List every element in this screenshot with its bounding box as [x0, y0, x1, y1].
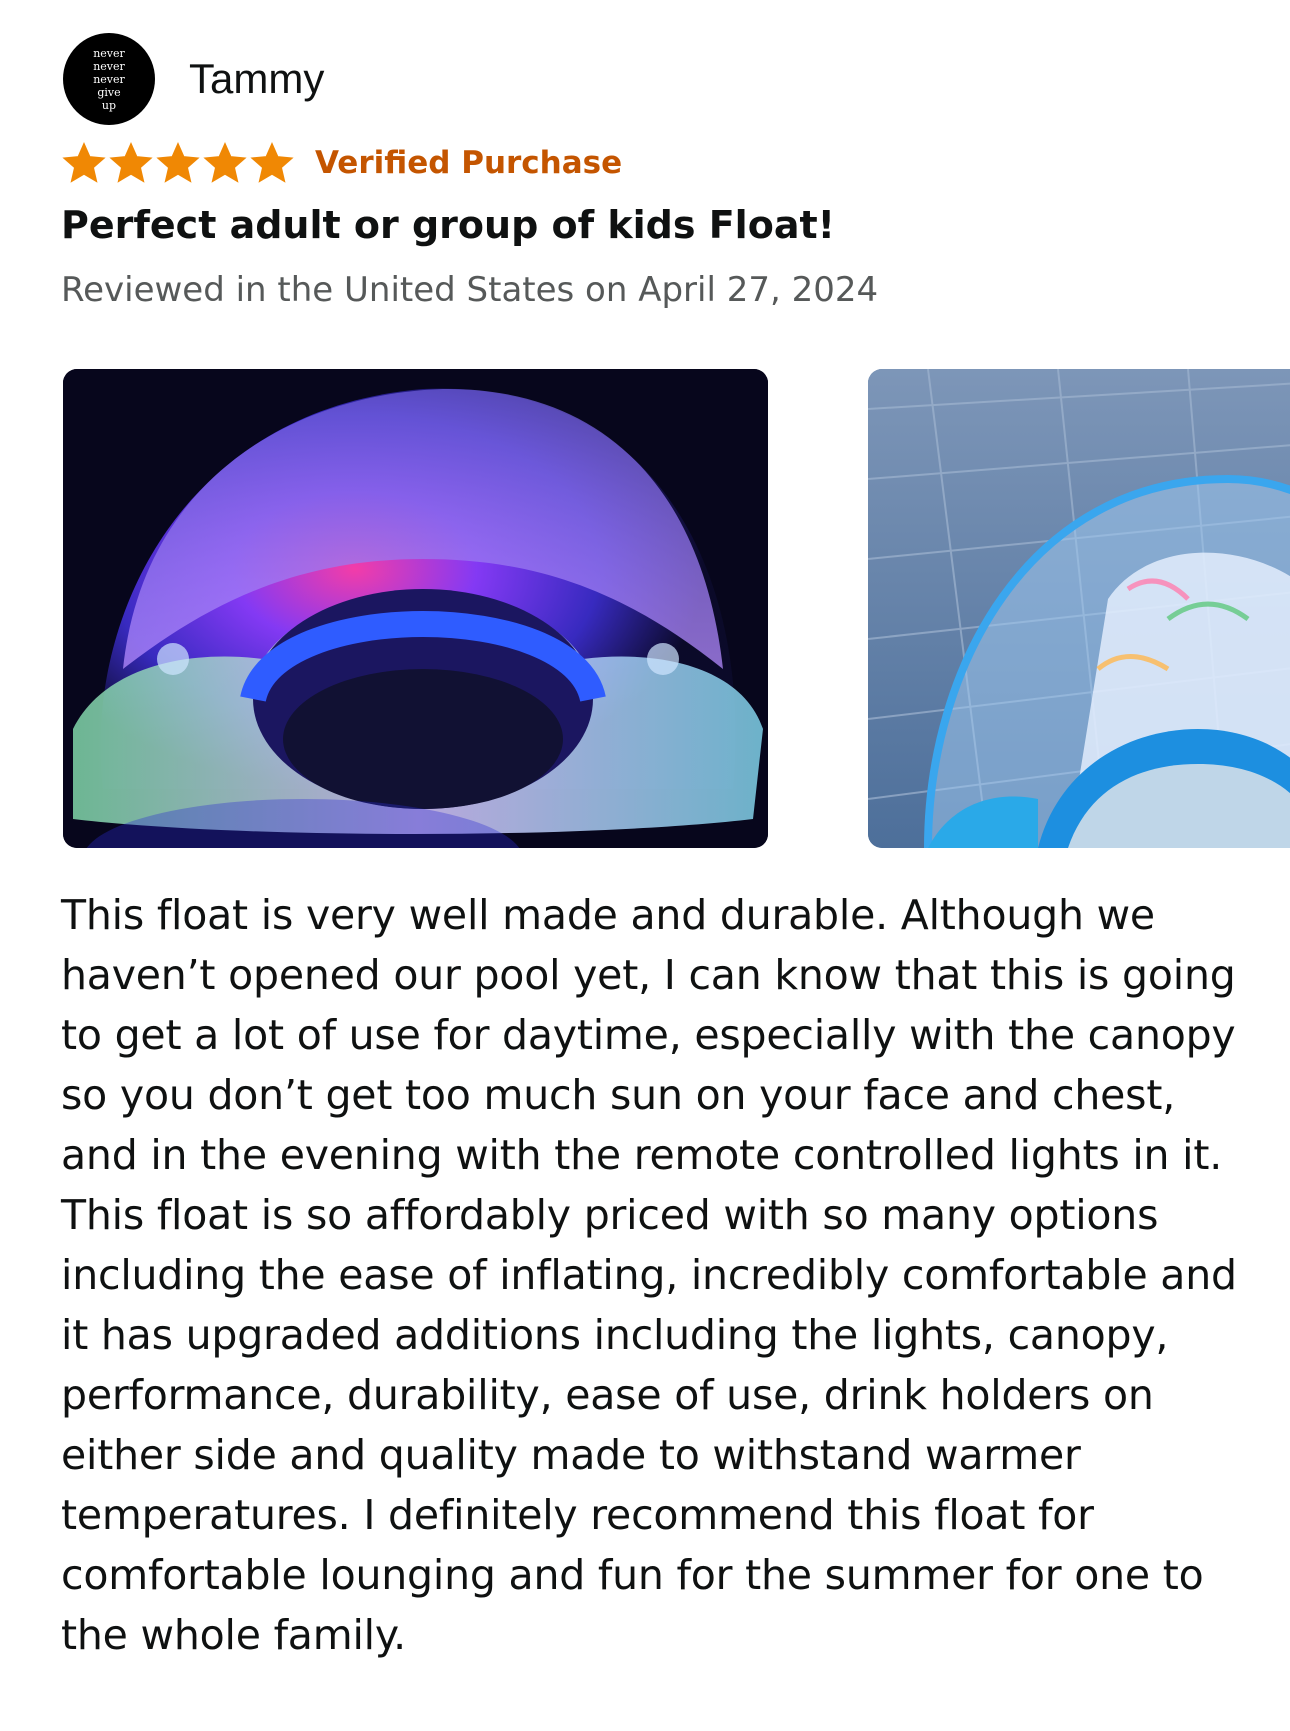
- review-image-carousel[interactable]: [63, 369, 1290, 849]
- review-image-2[interactable]: [868, 369, 1290, 848]
- verified-purchase-badge: Verified Purchase: [315, 145, 623, 181]
- float-night-illustration: [63, 369, 768, 848]
- star-rating: [60, 140, 295, 186]
- star-icon: [154, 140, 202, 186]
- star-icon: [107, 140, 155, 186]
- star-icon: [248, 140, 296, 186]
- float-pool-deck-illustration: [868, 369, 1290, 848]
- star-icon: [60, 140, 108, 186]
- review-meta: Reviewed in the United States on April 27, 2024: [61, 270, 879, 310]
- reviewer-name[interactable]: Tammy: [189, 55, 325, 102]
- avatar-text-line: give: [97, 85, 121, 99]
- review-header: [63, 33, 324, 125]
- rating-row: [60, 140, 622, 186]
- avatar-text-line: never: [93, 59, 125, 73]
- star-icon: [201, 140, 249, 186]
- avatar-text-line: never: [93, 72, 125, 86]
- avatar-text-line: never: [93, 46, 125, 60]
- avatar-text-line: up: [101, 98, 117, 112]
- review-image-1[interactable]: [63, 369, 768, 848]
- review-title[interactable]: Perfect adult or group of kids Float!: [61, 203, 835, 247]
- review-body: This float is very well made and durable. Although we haven’t opened our pool yet, I can know that this is going to get a lot of use for daytime, especially with the canopy so you don’t get too much sun on your face and chest, and in the evening with the remote controlled lights in it. This float is so affordably priced with so many options including the ease of inflating, incredibly comfortable and it has upgraded additions including the lights, canopy, performance, durability, ease of use, drink holders on either side and quality made to withstand warmer temperatures. I definitely recommend this float for comfortable lounging and fun for the summer for one to the whole family.: [61, 891, 1237, 1659]
- avatar[interactable]: [63, 33, 155, 125]
